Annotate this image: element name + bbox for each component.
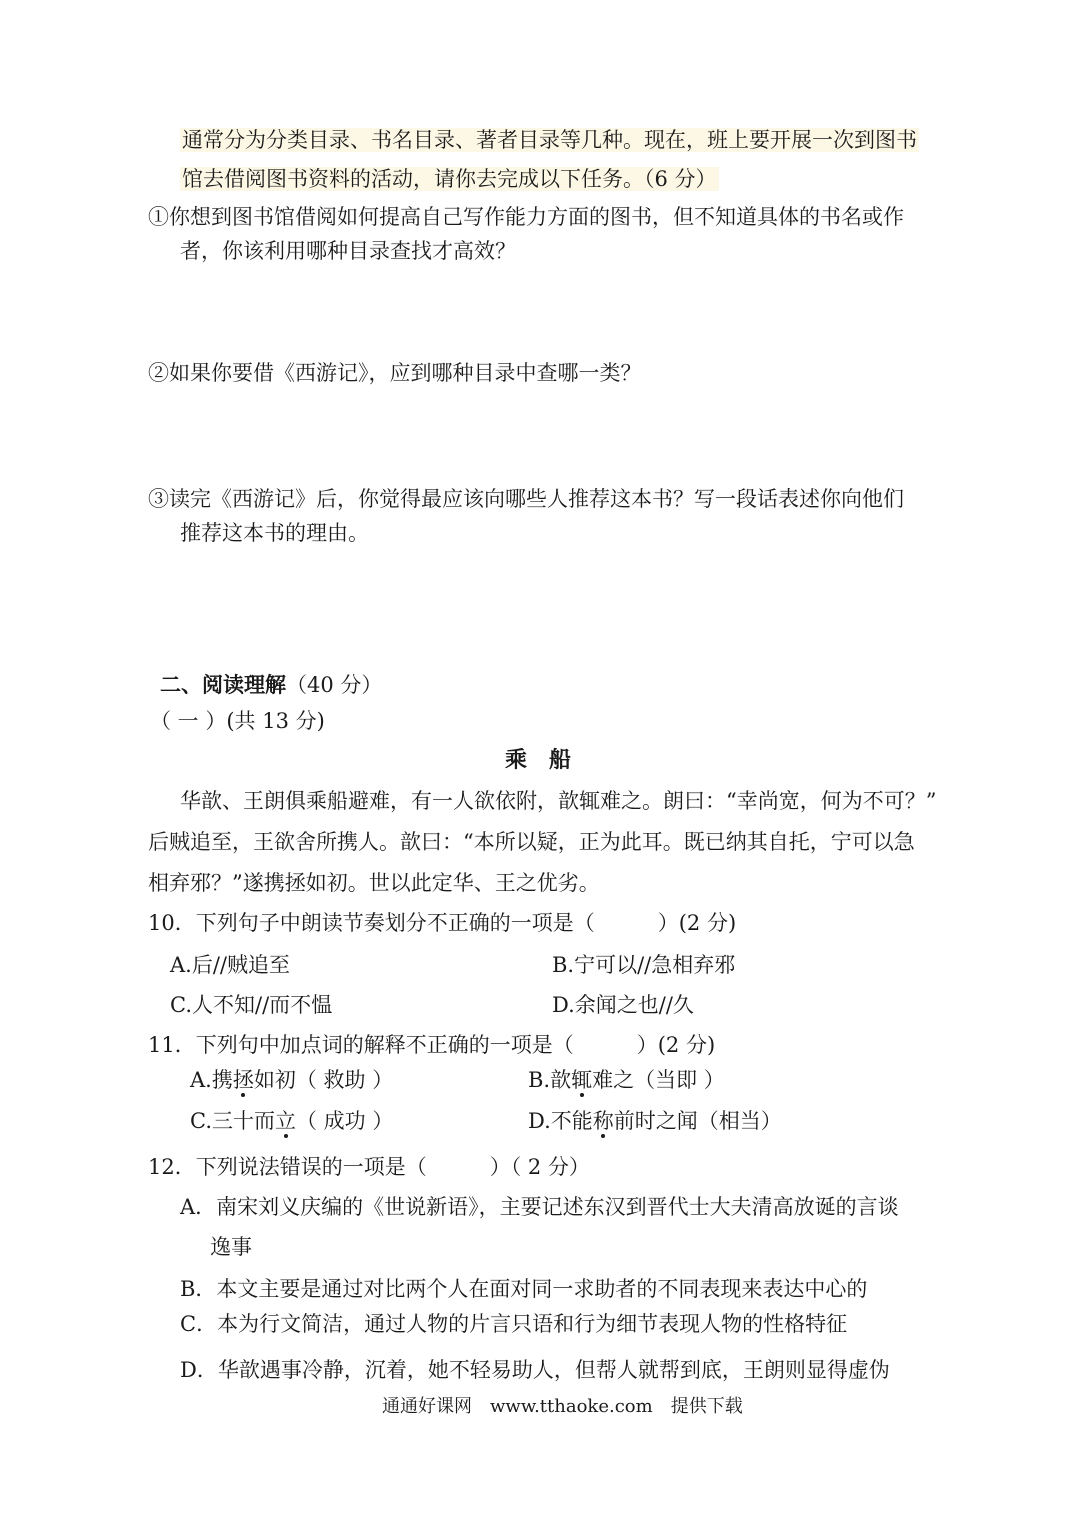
q12-option-b: B．本文主要是通过对比两个人在面对同一求助者的不同表现来表达中心的 — [180, 1277, 868, 1301]
dotted-word: 辄 — [571, 1068, 593, 1092]
q11-stem: 11．下列句中加点词的解释不正确的一项是（ ）(2 分) — [148, 1033, 716, 1057]
passage-line-2: 后贼追至，王欲舍所携人。歆曰：“本所以疑，正为此耳。既已纳其自托，宁可以急 — [148, 830, 915, 854]
task-3-line-1: ③读完《西游记》后，你觉得最应该向哪些人推荐这本书？写一段话表述你向他们 — [148, 487, 904, 511]
passage-line-3: 相弃邪？”遂携拯如初。世以此定华、王之优劣。 — [148, 871, 600, 895]
q11-option-c: C.三十而立（ 成功 ） — [190, 1109, 394, 1133]
q10-stem: 10．下列句子中朗读节奏划分不正确的一项是（ ）(2 分) — [148, 911, 737, 935]
dotted-word: 称 — [592, 1109, 614, 1133]
dotted-word: 立 — [275, 1109, 296, 1133]
passage-title: 乘 船 — [505, 748, 572, 773]
q10-option-a: A.后//贼追至 — [170, 953, 290, 977]
q11-option-a: A.携拯如初（ 救助 ） — [190, 1068, 394, 1092]
section-score: （40 分） — [286, 673, 383, 697]
footer-credit: 通通好课网 www.tthaoke.com 提供下载 — [382, 1396, 743, 1417]
q10-option-b: B.宁可以//急相弃邪 — [552, 953, 736, 977]
section-heading — [160, 670, 382, 700]
q12-option-a-line-1: A．南宋刘义庆编的《世说新语》，主要记述东汉到晋代士大夫清高放诞的言谈 — [180, 1195, 899, 1219]
section-title: 二、阅读理解 — [160, 673, 286, 697]
intro-line-2: 馆去借阅图书资料的活动，请你去完成以下任务。（6 分） — [182, 167, 717, 191]
part-heading: （ 一 ）(共 13 分) — [150, 709, 325, 733]
q12-option-a-line-2: 逸事 — [210, 1235, 252, 1259]
task-1-line-1: ①你想到图书馆借阅如何提高自己写作能力方面的图书，但不知道具体的书名或作 — [148, 205, 904, 229]
q11-option-b: B.歆辄难之（当即 ） — [528, 1068, 725, 1092]
q12-option-c: C．本为行文简洁，通过人物的片言只语和行为细节表现人物的性格特征 — [180, 1312, 848, 1336]
dotted-word: 拯 — [232, 1068, 254, 1092]
task-2-line-1: ②如果你要借《西游记》，应到哪种目录中查哪一类？ — [148, 361, 642, 385]
intro-line-1: 通常分为分类目录、书名目录、著者目录等几种。现在，班上要开展一次到图书 — [182, 128, 917, 152]
q10-option-d: D.余闻之也//久 — [552, 993, 694, 1017]
q12-option-d: D．华歆遇事冷静，沉着，她不轻易助人，但帮人就帮到底，王朗则显得虚伪 — [180, 1358, 890, 1382]
q11-option-d: D.不能称前时之闻（相当） — [528, 1109, 782, 1133]
passage-line-1: 华歆、王朗俱乘船避难，有一人欲依附，歆辄难之。朗曰：“幸尚宽，何为不可？” — [180, 789, 937, 813]
task-1-line-2: 者，你该利用哪种目录查找才高效？ — [180, 239, 516, 263]
q10-option-c: C.人不知//而不愠 — [170, 993, 333, 1017]
q12-stem: 12．下列说法错误的一项是（ ）（ 2 分） — [148, 1155, 590, 1179]
task-3-line-2: 推荐这本书的理由。 — [180, 521, 369, 545]
